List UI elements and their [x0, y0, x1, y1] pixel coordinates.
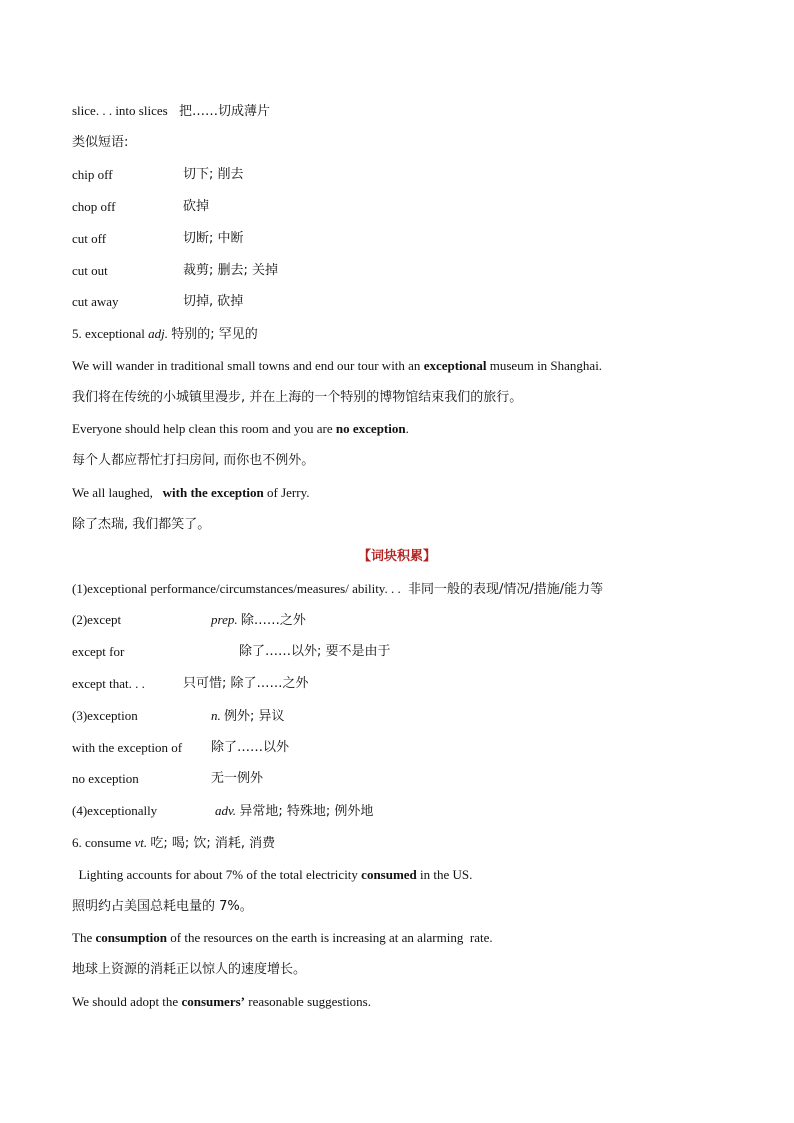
chunk-item: [72, 770, 264, 788]
sentence-text: .: [405, 421, 409, 436]
chunk-meaning: 无一例外: [211, 771, 264, 786]
keyword: no exception: [335, 421, 406, 436]
chunk-item: [72, 611, 306, 629]
chunk-meaning-group: [211, 611, 306, 630]
sentence-text: We will wander in traditional small towns and end our tour with an: [72, 358, 424, 373]
example-sentence: [72, 484, 310, 502]
sentence-text: in the US.: [416, 867, 473, 882]
phrase-term: cut away: [72, 294, 119, 309]
keyword: consumption: [95, 930, 167, 945]
vocab-meaning: 特别的; 罕见的: [171, 327, 258, 342]
phrase-term: slice. . . into slices: [72, 103, 168, 118]
example-sentence: [72, 420, 409, 438]
keyword: with the exception: [162, 485, 264, 500]
sentence-text: We all laughed,: [72, 485, 163, 500]
phrase-term: chip off: [72, 167, 113, 182]
sentence-text: museum in Shanghai.: [486, 358, 603, 373]
chunk-meaning: 例外; 异议: [224, 709, 285, 724]
phrase-row: [72, 293, 244, 311]
chunk-item: [72, 580, 603, 599]
example-translation: 照明约占美国总耗电量的 7%。: [72, 899, 253, 914]
chunk-item: [72, 739, 290, 757]
part-of-speech: prep.: [211, 612, 238, 627]
example-translation: 地球上资源的消耗正以惊人的速度增长。: [72, 962, 307, 977]
phrase-row: [72, 198, 210, 216]
chunk-term: (2)except: [72, 612, 122, 627]
chunk-term: except for: [72, 644, 125, 659]
chunk-term: (4)exceptionally: [72, 803, 158, 818]
sentence-text: We should adopt the: [72, 994, 182, 1009]
sentence-text: of the resources on the earth is increasing at an alarming rate.: [167, 930, 493, 945]
chunk-item: [72, 802, 374, 820]
phrase-term: cut off: [72, 231, 107, 246]
keyword: consumed: [361, 867, 417, 882]
chunk-meaning: 除了……以外; 要不是由于: [239, 644, 391, 659]
chunk-item: [72, 675, 309, 693]
example-translation: 我们将在传统的小城镇里漫步, 并在上海的一个特别的博物馆结束我们的旅行。: [72, 390, 523, 405]
vocab-meaning: 吃; 喝; 饮; 消耗, 消费: [150, 836, 276, 851]
keyword: consumers’: [181, 994, 245, 1009]
chunk-meaning: 异常地; 特殊地; 例外地: [239, 804, 374, 819]
phrase-gloss: 裁剪; 删去; 关掉: [183, 263, 279, 278]
example-translation: 每个人都应帮忙打扫房间, 而你也不例外。: [72, 453, 315, 468]
chunk-term: with the exception of: [72, 740, 183, 755]
example-sentence: [72, 993, 371, 1011]
phrase-gloss: 砍掉: [183, 199, 210, 214]
chunk-meaning: 非同一般的表现/情况/措施/能力等: [407, 582, 604, 597]
sentence-text: reasonable suggestions.: [244, 994, 371, 1009]
chunk-term: (3)exception: [72, 708, 138, 723]
phrase-gloss: 把……切成薄片: [178, 104, 270, 119]
chunk-term: no exception: [72, 771, 139, 786]
part-of-speech: adj.: [148, 326, 169, 341]
phrase-row: [72, 230, 244, 248]
phrase-gloss: 切断; 中断: [183, 231, 244, 246]
chunk-meaning-group: [215, 802, 373, 821]
chunk-meaning: 除了……以外: [211, 740, 290, 755]
phrase-term: chop off: [72, 199, 116, 214]
chunk-meaning: 除……之外: [240, 613, 306, 628]
phrase-gloss: 切掉, 砍掉: [183, 294, 244, 309]
phrase-slice: [72, 102, 270, 121]
keyword: exceptional: [423, 358, 487, 373]
chunk-item: [72, 643, 391, 661]
phrase-gloss: 切下; 削去: [183, 167, 244, 182]
example-sentence: [72, 357, 602, 375]
part-of-speech: vt.: [134, 835, 148, 850]
phrase-term: cut out: [72, 263, 108, 278]
example-sentence: [72, 866, 472, 884]
example-sentence: [72, 929, 493, 947]
section-heading: 【词块积累】: [357, 549, 436, 564]
chunk-term: (1)exceptional performance/circumstances/measures/ ability. . .: [72, 581, 401, 596]
chunk-item: [72, 707, 285, 725]
part-of-speech: adv.: [215, 803, 237, 818]
sentence-text: Lighting accounts for about 7% of the total electricity: [72, 867, 362, 882]
sentence-text: The: [72, 930, 96, 945]
chunk-meaning: 只可惜; 除了……之外: [183, 676, 309, 691]
part-of-speech: n.: [211, 708, 221, 723]
phrase-row: [72, 262, 279, 280]
phrase-row: [72, 166, 244, 184]
example-translation: 除了杰瑞, 我们都笑了。: [72, 517, 211, 532]
sentence-text: Everyone should help clean this room and you are: [72, 421, 336, 436]
vocab-word: 6. consume: [72, 835, 132, 850]
vocab-item-exceptional: [72, 325, 258, 344]
sentence-text: of Jerry.: [263, 485, 310, 500]
vocab-item-consume: [72, 834, 275, 853]
similar-phrases-label: 类似短语:: [72, 135, 129, 150]
vocab-word: 5. exceptional: [72, 326, 145, 341]
chunk-meaning-group: [211, 707, 285, 726]
chunk-term: except that. . .: [72, 676, 145, 691]
